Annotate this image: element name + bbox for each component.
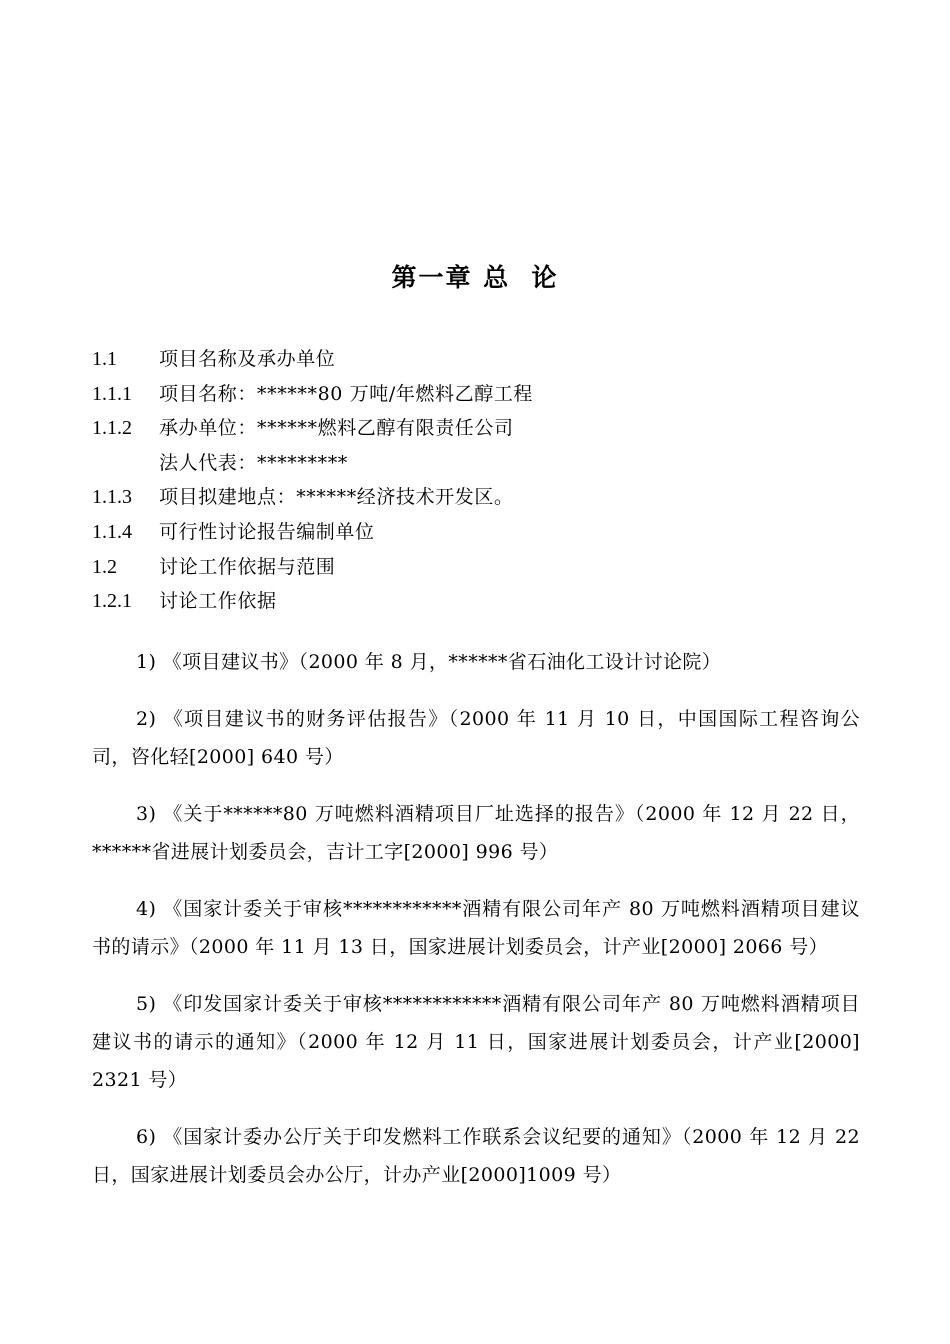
outline-item [92, 550, 872, 585]
outline-number: 1.2.1 [92, 590, 132, 613]
outline-number: 1.1.4 [92, 520, 132, 543]
reference-list [92, 624, 860, 1204]
outline-item [92, 480, 872, 515]
outline-number: 1.1.3 [92, 486, 132, 509]
outline-item [92, 342, 872, 377]
outline-number: 1.1 [92, 348, 117, 370]
outline-number: 1.2 [92, 555, 117, 578]
outline-text: 项目拟建地点：******经济技术开发区。 [159, 486, 514, 509]
section-outline [92, 342, 872, 619]
outline-item [92, 584, 872, 619]
outline-number: 1.1.2 [92, 417, 132, 440]
outline-text: 项目名称：******80 万吨/年燃料乙醇工程 [159, 382, 534, 405]
reference-item: 5) 《印发国家计委关于审核************酒精有限公司年产 80 万吨燃料酒精项目建议书的请示的通知》（2000 年 12 月 11 日，国家进展计划委员会，计产业[2000] 2321 号） [92, 993, 860, 1091]
outline-text: 法人代表：********* [159, 451, 348, 474]
outline-number: 1.1.1 [92, 382, 132, 405]
outline-text: 可行性讨论报告编制单位 [159, 520, 375, 543]
outline-text: 承办单位：******燃料乙醇有限责任公司 [159, 417, 514, 440]
reference-item: 4) 《国家计委关于审核************酒精有限公司年产 80 万吨燃料酒精项目建议书的请示》（2000 年 11 月 13 日，国家进展计划委员会，计产业[2000] 2066 号） [92, 898, 860, 958]
outline-item [92, 377, 872, 412]
outline-text: 讨论工作依据 [159, 590, 277, 613]
reference-item: 6) 《国家计委办公厅关于印发燃料工作联系会议纪要的通知》（2000 年 12 月 22 日，国家进展计划委员会办公厅，计办产业[2000]1009 号） [92, 1126, 860, 1186]
outline-text: 讨论工作依据与范围 [159, 555, 336, 578]
outline-item [92, 411, 872, 446]
reference-item: 3) 《关于******80 万吨燃料酒精项目厂址选择的报告》（2000 年 12 月 22 日，******省进展计划委员会，吉计工字[2000] 996 号） [92, 803, 860, 863]
chapter-title: 第一章 总 论 [391, 263, 559, 292]
reference-item: 1) 《项目建议书》（2000 年 8 月，******省石油化工设计讨论院） [136, 651, 722, 673]
outline-item [92, 446, 872, 481]
outline-item [92, 515, 872, 550]
reference-item: 2) 《项目建议书的财务评估报告》（2000 年 11 月 10 日，中国国际工程咨询公司，咨化轻[2000] 640 号） [92, 708, 860, 768]
outline-text: 项目名称及承办单位 [159, 348, 336, 370]
